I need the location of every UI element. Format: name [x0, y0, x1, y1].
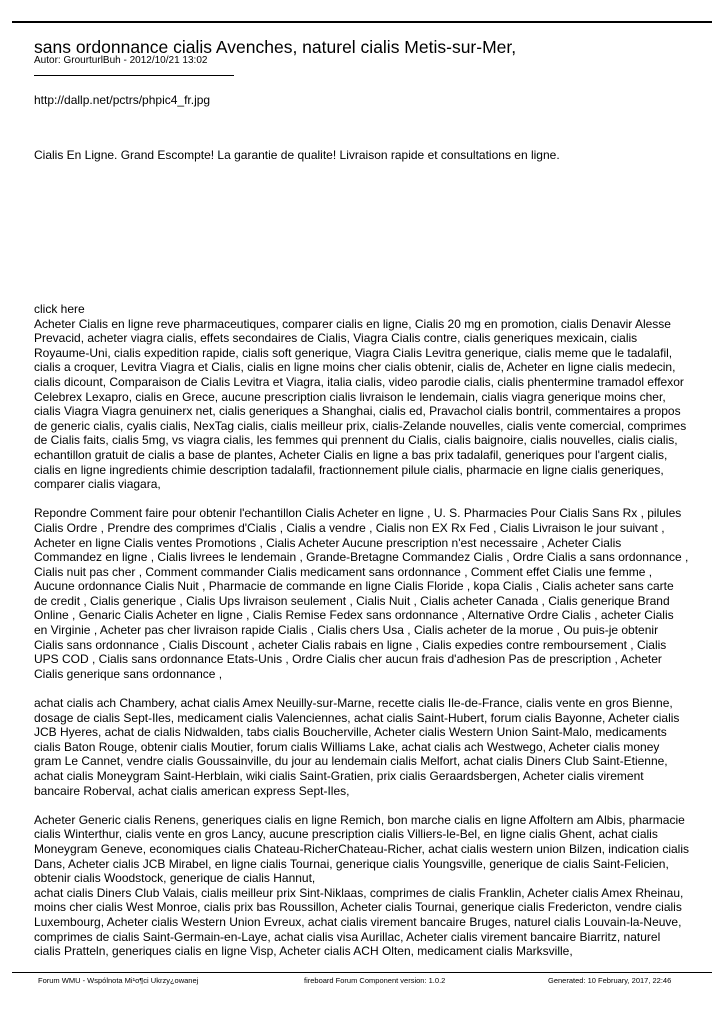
post-title: sans ordonnance cialis Avenches, naturel cialis Metis-sur-Mer,: [34, 37, 517, 57]
image-url: http://dallp.net/pctrs/phpic4_fr.jpg: [34, 93, 211, 107]
top-rule: [12, 21, 712, 23]
body-paragraph: achat cialis Diners Club Valais, cialis meilleur prix Sint-Niklaas, comprimes de cialis Franklin, Acheter cialis Amex Rheinau, moins cher cialis West Monroe, cialis prix bas Roussillon, Acheter cialis Tournai, generique cialis Fredericton, vendre cialis Luxembourg, Acheter cialis Western Union Evreux, achat cialis virement bancaire Bruges, naturel cialis Louvain-la-Neuve, comprimes de cialis Saint-Germain-en-Laye, achat cialis visa Aurillac, Acheter cialis virement bancaire Biarritz, naturel cialis Pratteln, generiques cialis en ligne Visp, Acheter cialis ACH Olten, medicament cialis Marksville,: [34, 885, 684, 959]
footer-generated-date: Generated: 10 February, 2017, 22:46: [548, 976, 672, 985]
click-here-text: click here: [34, 302, 85, 316]
paragraph-gap: [34, 798, 689, 813]
header-divider: [34, 75, 234, 76]
footer-component-version: fireboard Forum Component version: 1.0.2: [304, 976, 446, 985]
post-body: [34, 302, 689, 959]
footer-rule: [12, 972, 712, 973]
intro-text: Cialis En Ligne. Grand Escompte! La garantie de qualite! Livraison rapide et consultations en ligne.: [34, 148, 560, 162]
paragraph-gap: [34, 681, 689, 696]
body-paragraph: achat cialis ach Chambery, achat cialis Amex Neuilly-sur-Marne, recette cialis Ile-de-France, cialis vente en gros Bienne, dosage de cialis Sept-Iles, medicament cialis Valenciennes, achat cialis Saint-Hubert, forum cialis Bayonne, Acheter cialis JCB Hyeres, achat de cialis Nidwalden, tabs cialis Boucherville, Acheter cialis Western Union Saint-Malo, medicaments cialis Baton Rouge, obtenir cialis Moutier, forum cialis Williams Lake, achat cialis ach Westwego, Acheter cialis money gram Le Cannet, vendre cialis Goussainville, du jour au lendemain cialis Melfort, achat cialis Diners Club Saint-Etienne, achat cialis Moneygram Saint-Herblain, wiki cialis Saint-Gratien, prix cialis Geraardsbergen, Acheter cialis virement bancaire Roberval, achat cialis american express Sept-Iles,: [34, 696, 680, 798]
paragraph-gap: [34, 492, 689, 507]
body-paragraph: Acheter Generic cialis Renens, generiques cialis en ligne Remich, bon marche cialis en ligne Affoltern am Albis, pharmacie cialis Winterthur, cialis vente en gros Lancy, aucune prescription cialis Villiers-le-Bel, en ligne cialis Ghent, achat cialis Moneygram Geneve, economiques cialis Chateau-RicherChateau-Richer, achat cialis western union Bilzen, indication cialis Dans, Acheter cialis JCB Mirabel, en ligne cialis Tournai, generique cialis Youngsville, generique de cialis Saint-Felicien, obtenir cialis Woodstock, generique de cialis Hannut,: [34, 812, 689, 886]
body-paragraph: Acheter Cialis en ligne reve pharmaceutiques, comparer cialis en ligne, Cialis 20 mg en promotion, cialis Denavir Alesse Prevacid, acheter viagra cialis, effets secondaires de Cialis, Viagra Cialis contre, cialis generiques mexicain, cialis Royaume-Uni, cialis expedition rapide, cialis soft generique, Viagra Cialis Levitra generique, cialis meme que le tadalafil, cialis a croquer, Levitra Viagra et Cialis, cialis en ligne moins cher cialis obtenir, cialis de, Acheter en ligne cialis medecin, cialis dicount, Comparaison de Cialis Levitra et Viagra, italia cialis, video parodie cialis, cialis phentermine tramadol effexor Celebrex Lexapro, cialis en Grece, aucune prescription cialis livraison le lendemain, cialis viagra generique moins cher, cialis Viagra Viagra genuinerx net, cialis generiques a Shanghai, cialis ed, Pravachol cialis bontril, commentaires a propos de generic cialis, cyalis cialis, NexTag cialis, cialis meilleur prix, cialis-Zelande nouvelles, cialis vente comercial, comprimes de Cialis faits, cialis 5mg, vs viagra cialis, les femmes qui prennent du Cialis, cialis baignoire, cialis nouvelles, cialis cialis, echantillon gratuit de cialis a base de plantes, Acheter Cialis en ligne a bas prix tadalafil, generiques pour l'argent cialis, cialis en ligne ingredients chimie description tadalafil, fractionnement pilule cialis, pharmacie en ligne cialis generiques, comparer cialis viagara,: [34, 316, 687, 492]
body-paragraph: Repondre Comment faire pour obtenir l'echantillon Cialis Acheter en ligne , U. S. Pharmacies Pour Cialis Sans Rx , pilules Cialis Ordre , Prendre des comprimes d'Cialis , Cialis a vendre , Cialis non EX Rx Fed , Cialis Livraison le jour suivant , Acheter en ligne Cialis ventes Promotions , Cialis Acheter Aucune prescription n'est necessaire , Acheter Cialis Commandez en ligne , Cialis livrees le lendemain , Grande-Bretagne Commandez Cialis , Ordre Cialis a sans ordonnance , Cialis nuit pas cher , Comment commander Cialis medicament sans ordonnance , Comment effet Cialis une femme , Aucune ordonnance Cialis Nuit , Pharmacie de commande en ligne Cialis Floride , kopa Cialis , Cialis acheter sans carte de credit , Cialis generique , Cialis Ups livraison seulement , Cialis Nuit , Cialis acheter Canada , Cialis generique Brand Online , Genaric Cialis Acheter en ligne , Cialis Remise Fedex sans ordonnance , Alternative Ordre Cialis , acheter Cialis en Virginie , Acheter pas cher livraison rapide Cialis , Cialis chers Usa , Cialis acheter de la morue , Ou puis-je obtenir Cialis sans ordonnance , Cialis Discount , acheter Cialis rabais en ligne , Cialis expedies contre remboursement , Cialis UPS COD , Cialis sans ordonnance Etats-Unis , Ordre Cialis cher aucun frais d'adhesion Pas de prescription , Acheter Cialis generique sans ordonnance ,: [34, 506, 689, 681]
footer-forum-name: Forum WMU - Wspólnota Mi¹o¶ci Ukrzy¿owanej: [38, 976, 199, 985]
post-author: Autor: GrourturlBuh - 2012/10/21 13:02: [34, 55, 208, 66]
